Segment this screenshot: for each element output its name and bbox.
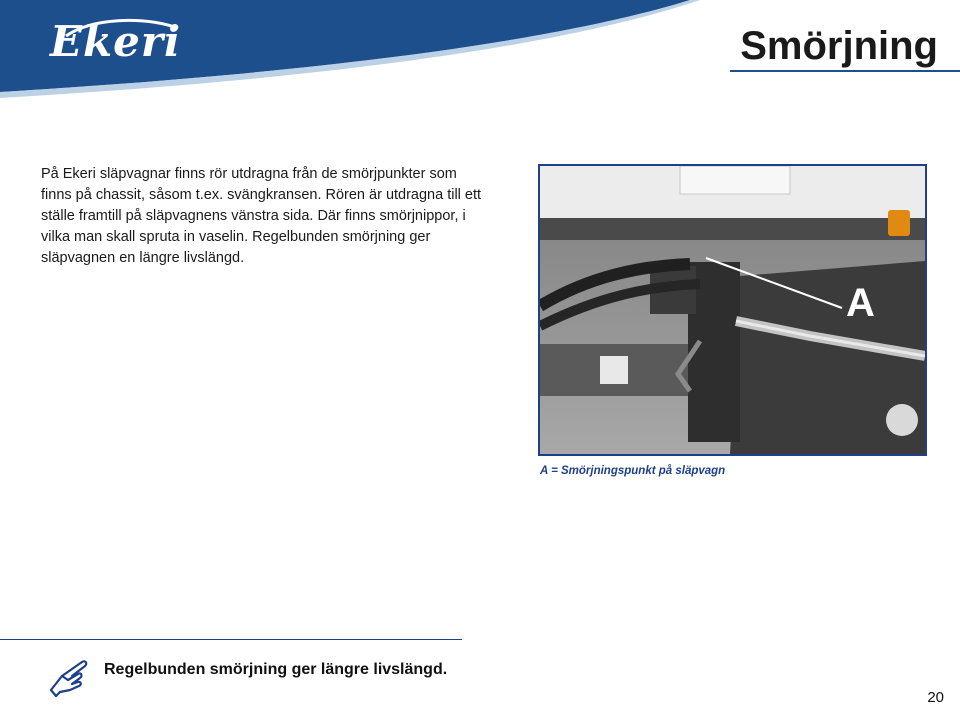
ekeri-logo: Ekeri [50, 17, 181, 66]
page-number: 20 [927, 689, 944, 706]
page-title: Smörjning [740, 24, 938, 68]
tip-text: Regelbunden smörjning ger längre livslängd. [104, 661, 448, 678]
title-underline [730, 70, 960, 72]
body-paragraph: På Ekeri släpvagnar finns rör utdragna från de smörjpunkter som finns på chassit, såsom t.ex. svängkransen. Rören är utdragna till ett ställe framtill på släpvagnens vänstra sida. Där finns smörjnippor, i vilka man skall spruta in vaselin. Regelbunden smörjning ger släpvagnen en längre livslängd. [41, 166, 482, 266]
marker-label: A [846, 281, 875, 325]
pointing-hand-icon [48, 656, 90, 700]
body-text [41, 164, 491, 269]
trailer-photo [538, 164, 927, 456]
footer-divider [0, 639, 462, 640]
photo-caption: A = Smörjningspunkt på släpvagn [540, 465, 726, 477]
